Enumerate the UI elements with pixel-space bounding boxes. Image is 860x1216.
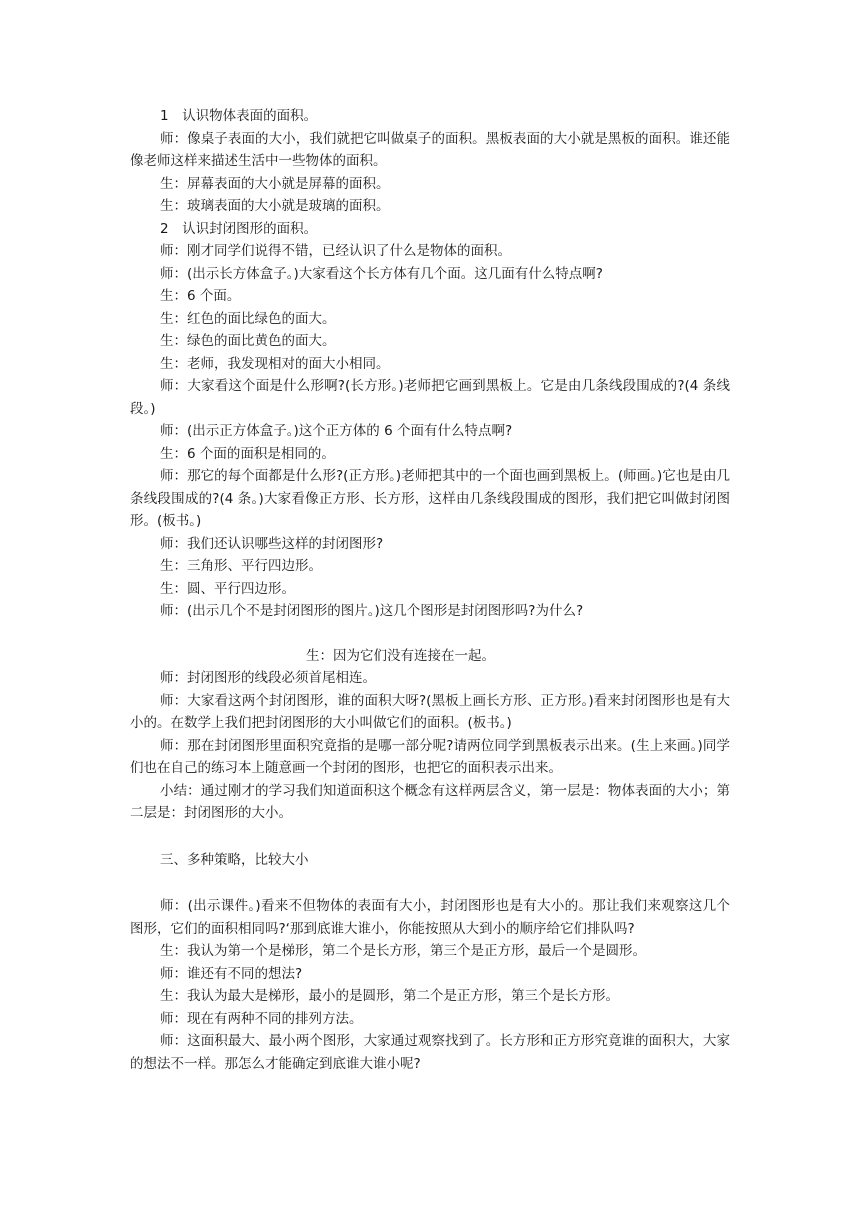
paragraph: 师：这面积最大、最小两个图形，大家通过观察找到了。长方形和正方形究竟谁的面积大，大家的想法不一样。那怎么才能确定到底谁大谁小呢? [130,1033,730,1072]
paragraph: 师：(出示几个不是封闭图形的图片。)这几个图形是封闭图形吗?为什么? [160,603,584,619]
paragraph: 师：像桌子表面的大小，我们就把它叫做桌子的面积。黑板表面的大小就是黑板的面积。谁还能像老师这样来描述生活中一些物体的面积。 [130,130,730,169]
paragraph: 师：大家看这两个封闭图形，谁的面积大呀?(黑板上画长方形、正方形。)看来封闭图形也是有大小的。在数学上我们把封闭图形的大小叫做它们的面积。(板书。) [130,692,730,731]
paragraph: 师：(出示正方体盒子。)这个正方体的 6 个面有什么特点啊? [160,423,513,439]
paragraph: 师：谁还有不同的想法? [160,965,303,982]
paragraph: 生：绿色的面比黄色的面大。 [160,333,336,349]
paragraph: 师：那在封闭图形里面积究竟指的是哪一部分呢?请两位同学到黑板表示出来。(生上来画。)同学们也在自己的练习本上随意画一个封闭的图形，也把它的面积表示出来。 [130,737,730,776]
spacer [130,825,730,849]
document-body [130,105,730,1075]
paragraph: 生：三角形、平行四边形。 [160,558,322,574]
spacer [130,871,730,895]
paragraph: 师：(出示课件。)看来不但物体的表面有大小，封闭图形也是有大小的。那让我们来观察这几个图形，它们的面积相同吗?‘那到底谁大谁小，你能按照从大到小的顺序给它们排队吗? [130,898,730,937]
section-heading: 三、多种策略，比较大小 [160,851,309,868]
paragraph: 生：玻璃表面的大小就是玻璃的面积。 [160,198,390,214]
paragraph: 师：封闭图形的线段必须首尾相连。 [160,670,376,686]
paragraph: 师：大家看这个面是什么形啊?(长方形。)老师把它画到黑板上。它是由几条线段围成的?(4 条线段。) [130,378,730,417]
paragraph: 师：刚才同学们说得不错，已经认识了什么是物体的面积。 [160,243,511,259]
paragraph: 生：6 个面的面积是相同的。 [160,445,335,462]
spacer [130,623,730,645]
paragraph: 师：我们还认识哪些这样的封闭图形? [160,535,384,552]
paragraph: 师：那它的每个面都是什么形?(正方形。)老师把其中的一个面也画到黑板上。(师画。)它也是由几条线段围成的?(4 条。)大家看像正方形、长方形，这样由几条线段围成的图形，我们把它叫做封闭图形。(板书。) [130,468,730,529]
paragraph: 生：屏幕表面的大小就是屏幕的面积。 [160,175,390,192]
paragraph: 师：现在有两种不同的排列方法。 [160,1010,363,1027]
paragraph: 生：我认为第一个是梯形，第二个是长方形，第三个是正方形，最后一个是圆形。 [160,943,646,959]
paragraph: 2 认识封闭图形的面积。 [160,220,318,237]
paragraph: 生：6 个面。 [160,288,241,304]
paragraph: 生：老师，我发现相对的面大小相同。 [160,355,390,372]
paragraph: 生：圆、平行四边形。 [160,580,295,597]
paragraph: 生：红色的面比绿色的面大。 [160,310,336,327]
centered-line: 生：因为它们没有连接在一起。 [306,647,495,664]
paragraph: 师：(出示长方体盒子。)大家看这个长方体有几个面。这几面有什么特点啊? [160,265,603,282]
paragraph: 1 认识物体表面的面积。 [160,108,318,124]
paragraph: 生：我认为最大是梯形，最小的是圆形，第二个是正方形，第三个是长方形。 [160,988,619,1004]
paragraph: 小结：通过刚才的学习我们知道面积这个概念有这样两层含义，第一层是：物体表面的大小；第二层是：封闭图形的大小。 [130,782,730,821]
